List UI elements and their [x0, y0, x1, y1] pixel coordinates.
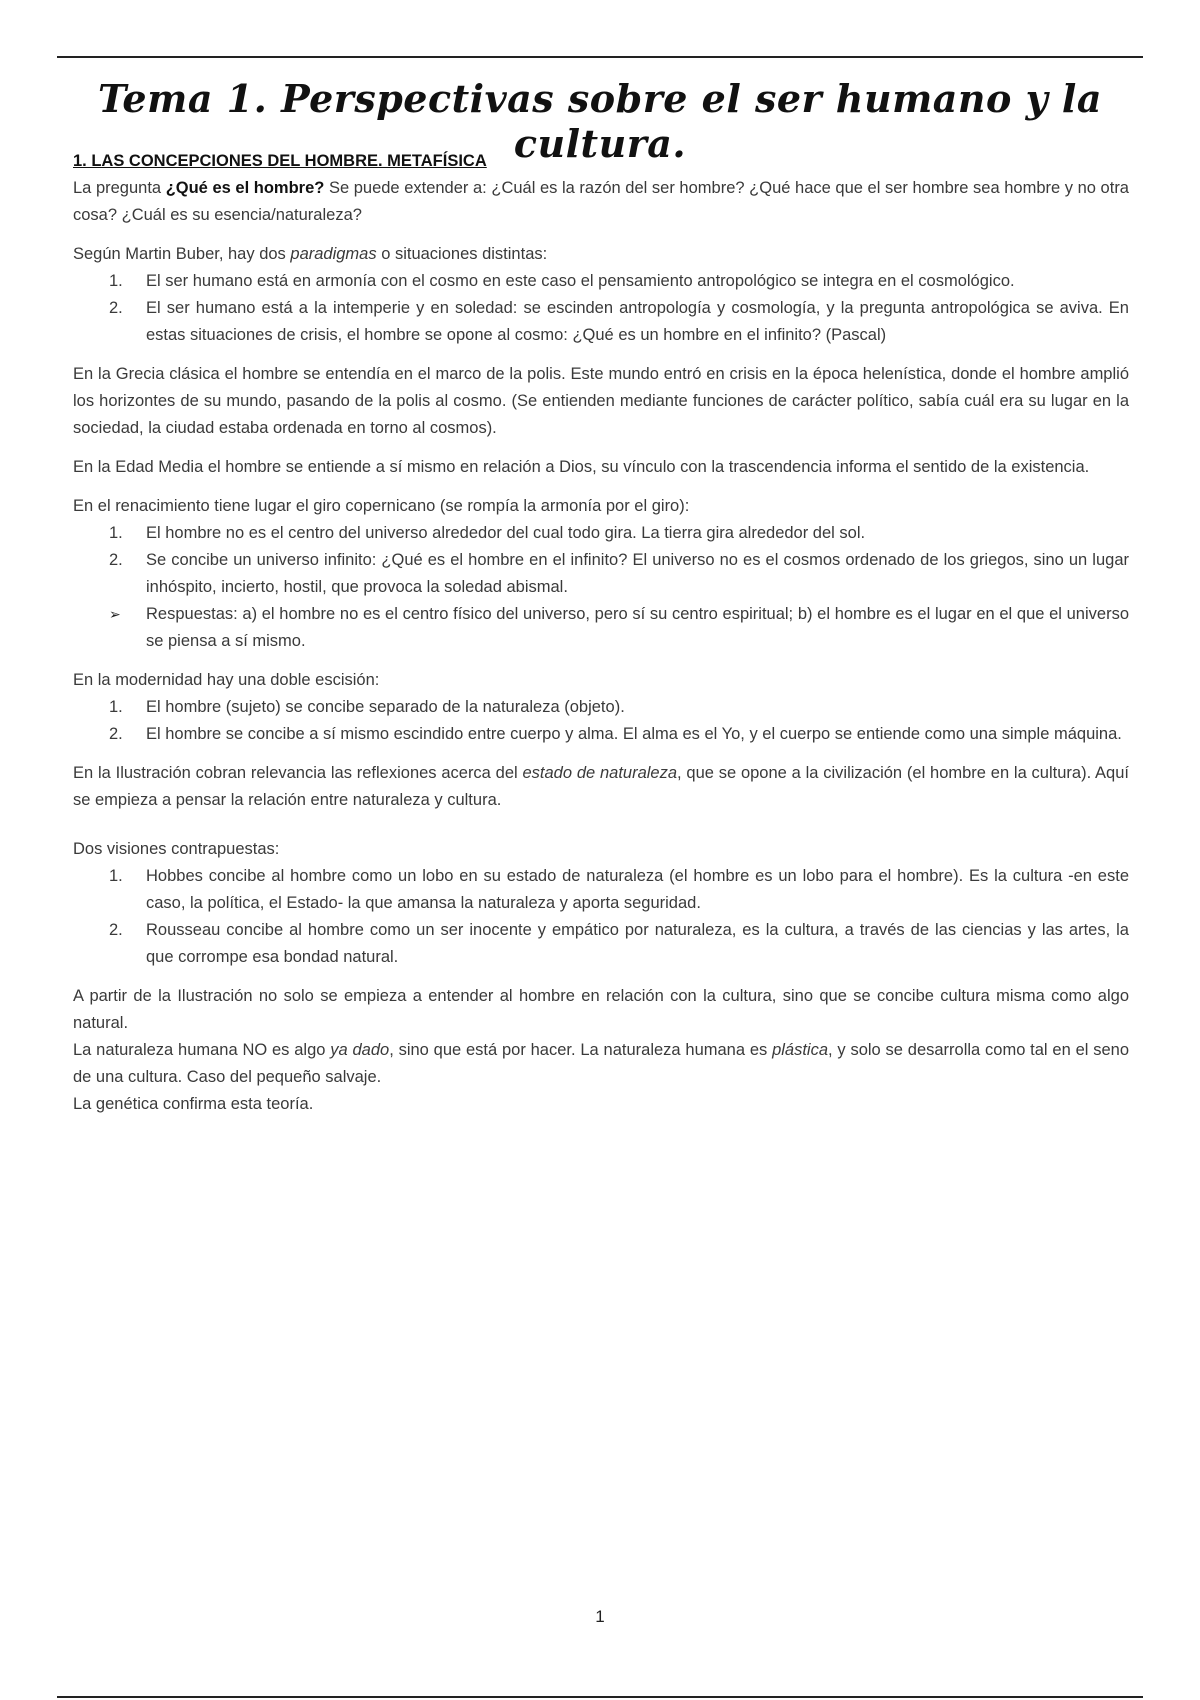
intro-question: ¿Qué es el hombre? — [165, 179, 325, 197]
list-number: 2. — [109, 299, 123, 317]
list-item-text: El ser humano está en armonía con el cosmo en este caso el pensamiento antropológico se integra en el cosmológico. — [146, 272, 1015, 290]
modernidad-block — [73, 667, 1129, 748]
cierre-p2-em1: ya dado — [330, 1041, 390, 1059]
list-item — [73, 295, 1129, 349]
cierre-p2-pre: La naturaleza humana NO es algo — [73, 1041, 331, 1059]
arrowhead-bullet-icon: ➢ — [109, 606, 121, 622]
visiones-list — [73, 863, 1129, 971]
list-item — [73, 863, 1129, 917]
list-item — [73, 547, 1129, 601]
page-number: 1 — [595, 1607, 605, 1626]
section-heading: 1. LAS CONCEPCIONES DEL HOMBRE. METAFÍSICA — [73, 152, 487, 170]
document-body — [73, 148, 1129, 1118]
buber-lead — [73, 241, 1129, 268]
buber-lead-post: o situaciones distintas: — [376, 245, 548, 263]
list-item-text: Respuestas: a) el hombre no es el centro físico del universo, pero sí su centro espiritual; b) el hombre es el lugar en el que el universo se piensa a sí mismo. — [146, 605, 1129, 650]
list-number: 1. — [109, 272, 123, 290]
intro-paragraph — [73, 175, 1129, 229]
list-item — [73, 917, 1129, 971]
modernidad-list — [73, 694, 1129, 748]
renacimiento-block — [73, 493, 1129, 655]
list-item-text: Rousseau concibe al hombre como un ser inocente y empático por naturaleza, es la cultura, a través de las ciencias y las artes, la que corrompe esa bondad natural. — [146, 921, 1129, 966]
list-item-text: El hombre se concibe a sí mismo escindido entre cuerpo y alma. El alma es el Yo, y el cuerpo se entiende como una simple máquina. — [146, 725, 1122, 743]
ilustracion-post: , que se opone a la civilización (el hombre en la cultura). Aquí se empieza a pensar la relación entre naturaleza y cultura. — [73, 764, 1129, 809]
list-number: 2. — [109, 551, 123, 569]
list-number: 1. — [109, 698, 123, 716]
buber-lead-pre: Según Martin Buber, hay dos — [73, 245, 291, 263]
top-rule — [57, 56, 1143, 58]
list-item-text: Hobbes concibe al hombre como un lobo en su estado de naturaleza (el hombre es un lobo para el hombre). Es la cultura -en este caso, la política, el Estado- la que amansa la naturaleza y aporta seguridad. — [146, 867, 1129, 912]
buber-block — [73, 241, 1129, 349]
list-item-text: El ser humano está a la intemperie y en soledad: se escinden antropología y cosmología, y la pregunta antropológica se aviva. En estas situaciones de crisis, el hombre se opone al cosmo: ¿Qué es un hombre en el infinito? (Pascal) — [146, 299, 1129, 344]
list-number: 1. — [109, 867, 123, 885]
list-item — [73, 268, 1129, 295]
cierre-paragraph-2 — [73, 1037, 1129, 1091]
ilustracion-pre: En la Ilustración cobran relevancia las reflexiones acerca del — [73, 764, 523, 782]
ilustracion-em: estado de naturaleza — [522, 764, 678, 782]
list-item — [73, 520, 1129, 547]
list-number: 2. — [109, 725, 123, 743]
list-item-text: El hombre no es el centro del universo alrededor del cual todo gira. La tierra gira alrededor del sol. — [146, 524, 866, 542]
intro-pre: La pregunta — [73, 179, 166, 197]
bottom-rule — [57, 1696, 1143, 1698]
list-number: 1. — [109, 524, 123, 542]
cierre-p2-em2: plástica — [772, 1041, 829, 1059]
intro-post: Se puede extender a: ¿Cuál es la razón del ser hombre? ¿Qué hace que el ser hombre sea hombre y no otra cosa? ¿Cuál es su esencia/naturaleza? — [73, 179, 1129, 224]
list-item — [73, 694, 1129, 721]
renacimiento-list — [73, 520, 1129, 601]
buber-list — [73, 268, 1129, 349]
visiones-lead: Dos visiones contrapuestas: — [73, 840, 280, 858]
list-item-text: Se concibe un universo infinito: ¿Qué es el hombre en el infinito? El universo no es el cosmos ordenado de los griegos, sino un lugar inhóspito, incierto, hostil, que provoca la soledad abismal. — [146, 551, 1129, 596]
list-item — [73, 721, 1129, 748]
renacimiento-lead: En el renacimiento tiene lugar el giro copernicano (se rompía la armonía por el giro): — [73, 497, 690, 515]
list-item — [73, 601, 1129, 655]
modernidad-lead: En la modernidad hay una doble escisión: — [73, 671, 380, 689]
visiones-block — [73, 836, 1129, 971]
page-title: Tema 1. Perspectivas sobre el ser humano y la cultura. — [98, 76, 1102, 166]
cierre-paragraph-3: La genética confirma esta teoría. — [73, 1095, 314, 1113]
grecia-paragraph: En la Grecia clásica el hombre se entendía en el marco de la polis. Este mundo entró en crisis en la época helenística, donde el hombre amplió los horizontes de su mundo, pasando de la polis al cosmo. (Se entienden mediante funciones de carácter político, sabía cuál era su lugar en la sociedad, la ciudad estaba ordenada en torno al cosmos). — [73, 365, 1129, 437]
cierre-p2-mid: , sino que está por hacer. La naturaleza humana es — [389, 1041, 773, 1059]
buber-lead-em: paradigmas — [290, 245, 377, 263]
ilustracion-paragraph — [73, 760, 1129, 814]
cierre-paragraph-1: A partir de la Ilustración no solo se empieza a entender al hombre en relación con la cultura, sino que se concibe cultura misma como algo natural. — [73, 987, 1129, 1032]
cierre-p2-post: , y solo se desarrolla como tal en el seno de una cultura. Caso del pequeño salvaje. — [73, 1041, 1129, 1086]
list-item-text: El hombre (sujeto) se concibe separado de la naturaleza (objeto). — [146, 698, 625, 716]
edad-media-paragraph: En la Edad Media el hombre se entiende a sí mismo en relación a Dios, su vínculo con la trascendencia informa el sentido de la existencia. — [73, 458, 1090, 476]
renacimiento-answers — [73, 601, 1129, 655]
list-number: 2. — [109, 921, 123, 939]
